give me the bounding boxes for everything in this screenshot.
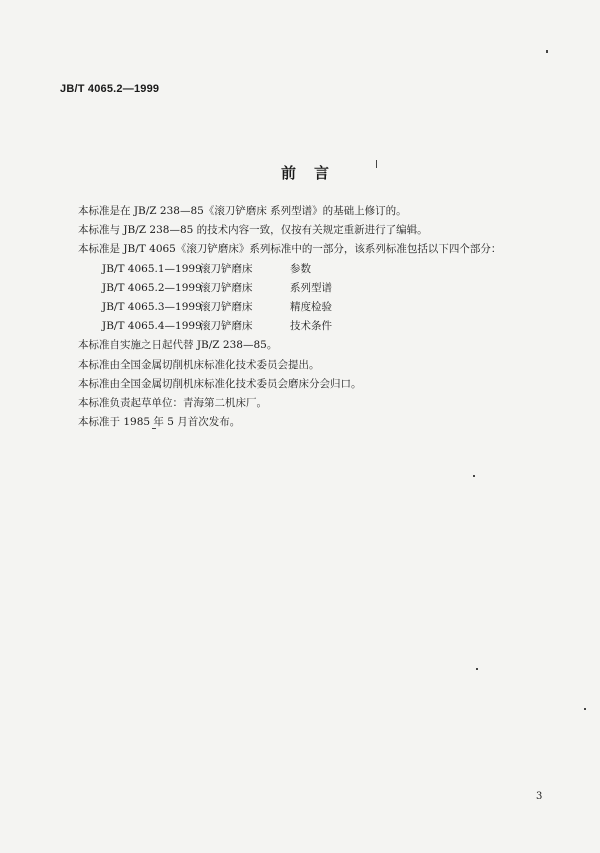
paragraph: 本标准与 JB/Z 238—85 的技术内容一致，仅按有关规定重新进行了编辑。: [78, 224, 428, 237]
scan-speck: [473, 475, 475, 477]
paragraph: 本标准是 JB/T 4065《滚刀铲磨床》系列标准中的一部分，该系列标准包括以下四个部分：: [78, 243, 502, 256]
list-item: [78, 279, 548, 298]
scan-speck: [376, 160, 377, 168]
scan-speck: [152, 428, 156, 429]
list-item: [78, 260, 548, 279]
part-topic: 技术条件: [290, 320, 332, 333]
part-topic: 精度检验: [290, 301, 332, 314]
paragraph: 本标准是在 JB/Z 238—85《滚刀铲磨床 系列型谱》的基础上修订的。: [78, 205, 407, 217]
paragraph: 本标准由全国金属切削机床标准化技术委员会提出。: [78, 358, 320, 371]
list-item: [78, 317, 548, 336]
part-code: JB/T 4065.1—1999: [102, 262, 202, 275]
parts-list: [78, 260, 548, 337]
scan-speck: [476, 668, 478, 670]
scan-speck: [546, 50, 548, 53]
part-code: JB/T 4065.3—1999: [102, 301, 202, 314]
part-name: 滚刀铲磨床: [200, 281, 253, 294]
paragraph: 本标准于 1985 年 5 月首次发布。: [78, 416, 241, 429]
paragraph: 本标准自实施之日起代替 JB/Z 238—85。: [78, 339, 278, 352]
part-name: 滚刀铲磨床: [200, 320, 253, 333]
part-topic: 参数: [290, 262, 311, 275]
foreword-body: [78, 202, 548, 432]
page-number: 3: [536, 791, 543, 802]
scan-speck: [584, 708, 586, 710]
list-item: [78, 298, 548, 317]
page-title: 前言: [280, 164, 347, 182]
paragraph: 本标准负责起草单位：青海第二机床厂。: [78, 397, 267, 410]
paragraph: 本标准由全国金属切削机床标准化技术委员会磨床分会归口。: [78, 377, 362, 390]
part-code: JB/T 4065.2—1999: [102, 281, 202, 294]
part-name: 滚刀铲磨床: [200, 262, 253, 275]
part-name: 滚刀铲磨床: [200, 301, 253, 314]
standard-code-header: JB/T 4065.2—1999: [60, 83, 160, 95]
part-topic: 系列型谱: [290, 281, 332, 294]
part-code: JB/T 4065.4—1999: [102, 320, 202, 333]
